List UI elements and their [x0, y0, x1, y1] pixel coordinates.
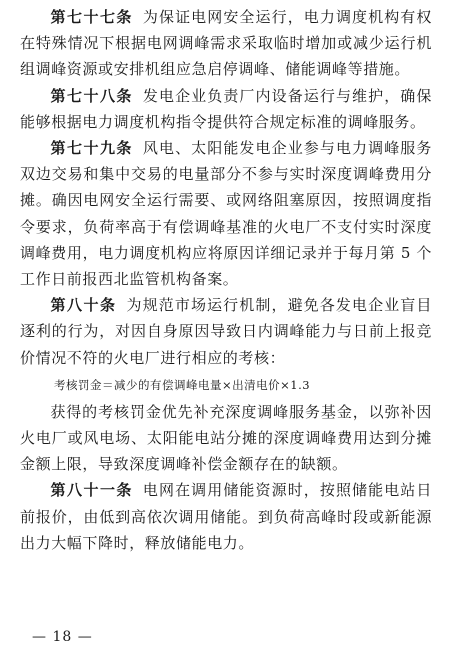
article-text: 电网在调用储能资源时，按照储能电站日前报价，由低到高依次调用储能。到负荷高峰时段或新能源出力大幅下降时，释放储能电力。 — [20, 481, 432, 552]
penalty-formula: 考核罚金＝减少的有偿调峰电量×出清电价×1.3 — [54, 377, 311, 392]
page-number: — 18 — — [32, 629, 93, 645]
article-text: 为保证电网安全运行，电力调度机构有权在特殊情况下根据电网调峰需求采取临时增加或减少运行机组调峰资源或安排机组应急启停调峰、储能调峰等措施。 — [20, 8, 432, 79]
article-77 — [20, 4, 432, 83]
article-text: 为规范市场运行机制，避免各发电企业盲目逐利的行为，对因自身原因导致日内调峰能力与日前上报竞价情况不符的火电厂进行相应的考核： — [20, 296, 432, 367]
article-title: 第八十条 — [50, 296, 117, 315]
article-title: 第七十九条 — [50, 139, 133, 158]
article-78 — [20, 83, 432, 135]
formula-followup — [20, 399, 432, 478]
article-80 — [20, 292, 432, 371]
article-81 — [20, 477, 432, 556]
article-text: 发电企业负责厂内设备运行与维护，确保能够根据电力调度机构指令提供符合规定标准的调峰服务。 — [20, 86, 432, 131]
followup-text: 获得的考核罚金优先补充深度调峰服务基金，以弥补因火电厂或风电场、太阳能电站分摊的深度调峰费用达到分摊金额上限，导致深度调峰补偿金额存在的缺额。 — [20, 402, 432, 474]
article-title: 第七十七条 — [50, 8, 133, 26]
document-body — [20, 4, 432, 556]
article-title: 第八十一条 — [50, 481, 133, 500]
article-79 — [20, 135, 432, 292]
article-title: 第七十八条 — [50, 86, 133, 105]
article-text: 风电、太阳能发电企业参与电力调峰服务双边交易和集中交易的电量部分不参与实时深度调峰费用分摊。确因电网安全运行需要、或网络阻塞原因，按照调度指令要求，负荷率高于有偿调峰基准的火电厂不支付实时深度调峰费用，电力调度机构应将原因详细记录并于每月第 5 个工作日前报西北监管机构备案。 — [20, 139, 432, 289]
